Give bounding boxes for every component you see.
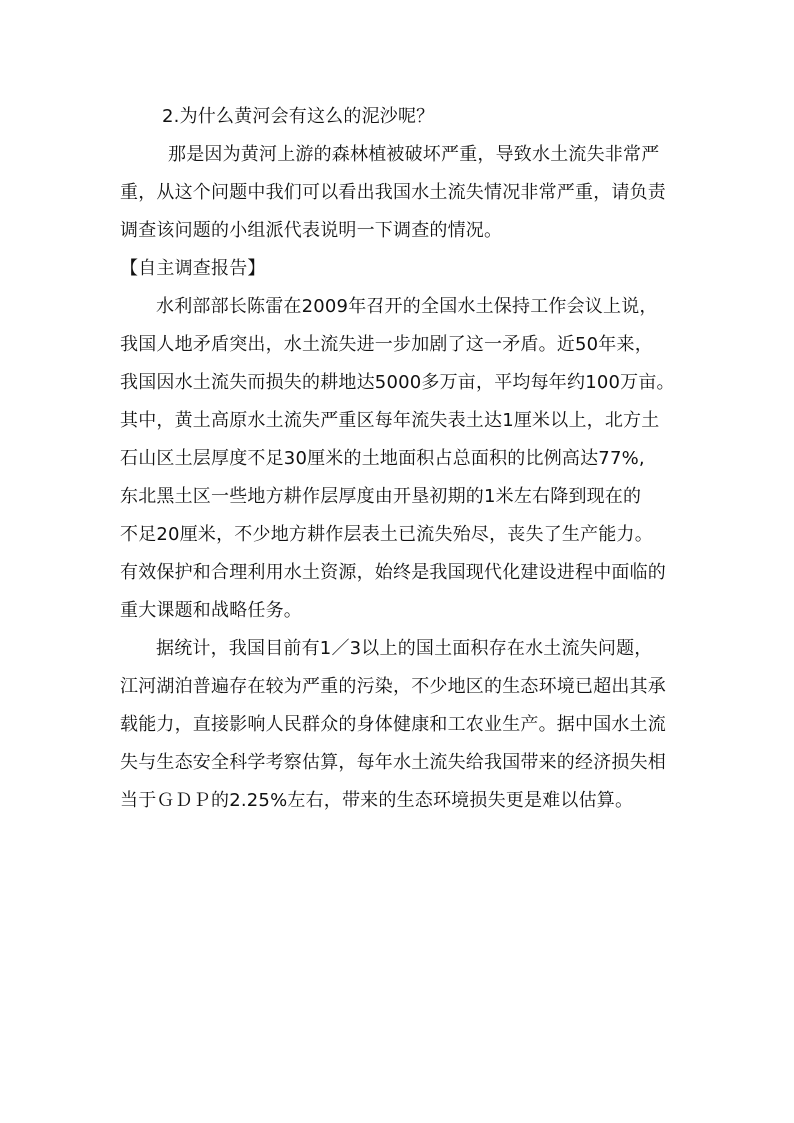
paragraph-line: 江河湖泊普遍存在较为严重的污染，不少地区的生态环境已超出其承 bbox=[120, 676, 666, 697]
paragraph-line: 有效保护和合理利用水土资源，始终是我国现代化建设进程中面临的 bbox=[120, 562, 666, 583]
paragraph-line: 其中，黄土高原水土流失严重区每年流失表土达1厘米以上，北方土 bbox=[120, 410, 660, 431]
paragraph-line: 据统计，我国目前有1／3以上的国土面积存在水土流失问题， bbox=[156, 638, 653, 659]
answer-line: 调查该问题的小组派代表说明一下调查的情况。 bbox=[120, 220, 503, 241]
answer-paragraph bbox=[120, 136, 680, 250]
paragraph-line: 重大课题和战略任务。 bbox=[120, 600, 302, 621]
paragraph-line: 失与生态安全科学考察估算，每年水土流失给我国带来的经济损失相 bbox=[120, 752, 666, 773]
paragraph-line: 不足20厘米，不少地方耕作层表土已流失殆尽，丧失了生产能力。 bbox=[120, 524, 653, 545]
document-body bbox=[120, 98, 680, 820]
paragraph-line: 我国因水土流失而损失的耕地达5000多万亩，平均每年约100万亩。 bbox=[120, 372, 675, 393]
paragraph-line: 当于ＧＤＰ的2.25%左右，带来的生态环境损失更是难以估算。 bbox=[120, 790, 634, 811]
question-heading: 2.为什么黄河会有这么的泥沙呢？ bbox=[162, 106, 435, 127]
section-heading: 【自主调查报告】 bbox=[120, 258, 266, 279]
paragraph-line: 我国人地矛盾突出，水土流失进一步加剧了这一矛盾。近50年来， bbox=[120, 334, 653, 355]
report-paragraph-1 bbox=[120, 288, 680, 630]
report-paragraph-2 bbox=[120, 630, 680, 820]
paragraph-line: 石山区土层厚度不足30厘米的土地面积占总面积的比例高达77%, bbox=[120, 448, 645, 469]
paragraph-line: 载能力，直接影响人民群众的身体健康和工农业生产。据中国水土流 bbox=[120, 714, 666, 735]
paragraph-line: 东北黑土区一些地方耕作层厚度由开垦初期的1米左右降到现在的 bbox=[120, 486, 642, 507]
paragraph-line: 水利部部长陈雷在2009年召开的全国水土保持工作会议上说， bbox=[156, 296, 658, 317]
answer-line: 重，从这个问题中我们可以看出我国水土流失情况非常严重，请负责 bbox=[120, 182, 666, 203]
answer-line: 那是因为黄河上游的森林植被破坏严重，导致水土流失非常严 bbox=[168, 144, 660, 165]
